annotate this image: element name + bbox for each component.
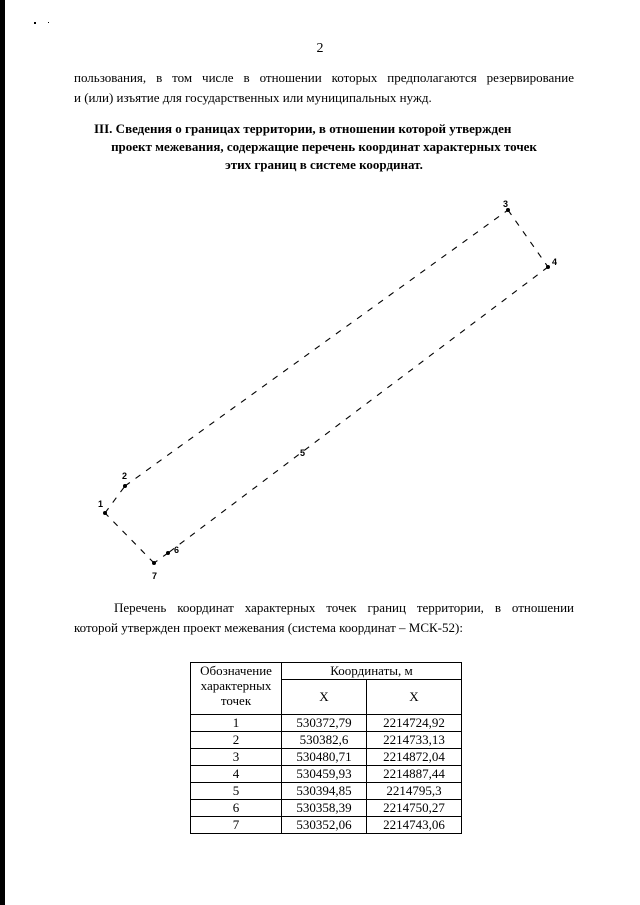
top-paragraph-line2: и (или) изъятие для государственных или муниципальных нужд. — [74, 90, 432, 105]
cell-y: 2214724,92 — [367, 715, 462, 732]
coordinates-table — [190, 662, 462, 834]
boundary-segment-4-6 — [168, 267, 548, 553]
point-label-6: 6 — [174, 545, 180, 555]
cell-point: 7 — [191, 817, 282, 834]
top-paragraph-line1: пользования, в том числе в отношении которых предполагаются резервирование — [74, 70, 574, 85]
point-label-5: 5 — [300, 448, 306, 458]
cell-x: 530352,06 — [282, 817, 367, 834]
cell-y: 2214743,06 — [367, 817, 462, 834]
boundary-segment-3-4 — [508, 210, 548, 267]
scan-speck — [48, 22, 49, 23]
section-heading — [74, 120, 574, 174]
table-header-row — [191, 663, 462, 680]
header-coordinates: Координаты, м — [282, 663, 462, 680]
cell-x: 530480,71 — [282, 749, 367, 766]
cell-y: 2214795,3 — [367, 783, 462, 800]
cell-x: 530358,39 — [282, 800, 367, 817]
point-label-7: 7 — [152, 571, 158, 581]
cell-y: 2214872,04 — [367, 749, 462, 766]
cell-x: 530459,93 — [282, 766, 367, 783]
table-row — [191, 732, 462, 749]
cell-point: 4 — [191, 766, 282, 783]
point-marker-7 — [152, 561, 156, 565]
point-label-2: 2 — [122, 471, 128, 481]
point-label-3: 3 — [503, 199, 509, 209]
top-paragraph — [74, 68, 574, 108]
cell-point: 3 — [191, 749, 282, 766]
cell-point: 6 — [191, 800, 282, 817]
section-heading-line2: проект межевания, содержащие перечень координат характерных точек — [111, 139, 537, 154]
page-number: 2 — [316, 41, 324, 56]
table-row — [191, 783, 462, 800]
boundary-segment-7-1 — [105, 513, 154, 563]
point-marker-2 — [123, 484, 127, 488]
cell-x: 530394,85 — [282, 783, 367, 800]
boundary-diagram — [90, 195, 580, 590]
header-designation — [191, 663, 282, 715]
header-x: X — [282, 680, 367, 715]
boundary-segment-1-2 — [105, 486, 125, 513]
table-row — [191, 817, 462, 834]
point-marker-6 — [166, 551, 170, 555]
point-label-4: 4 — [552, 257, 558, 267]
boundary-segment-6-7 — [154, 553, 168, 563]
point-marker-4 — [546, 265, 550, 269]
cell-x: 530382,6 — [282, 732, 367, 749]
table-row — [191, 749, 462, 766]
header-y: X — [367, 680, 462, 715]
table-row — [191, 715, 462, 732]
cell-y: 2214733,13 — [367, 732, 462, 749]
section-heading-line3: этих границ в системе координат. — [225, 157, 423, 172]
scan-speck — [34, 22, 36, 24]
scan-edge-bar — [0, 0, 5, 905]
cell-y: 2214750,27 — [367, 800, 462, 817]
point-label-1: 1 — [98, 499, 104, 509]
table-row — [191, 800, 462, 817]
list-paragraph-line2: которой утвержден проект межевания (система координат – МСК-52): — [74, 620, 463, 635]
header-designation-line1: Обозначение — [200, 663, 272, 678]
cell-point: 5 — [191, 783, 282, 800]
table-row — [191, 766, 462, 783]
header-designation-line2: характерных точек — [200, 678, 272, 708]
cell-y: 2214887,44 — [367, 766, 462, 783]
list-paragraph — [74, 598, 574, 638]
boundary-segment-2-3 — [125, 210, 508, 486]
list-paragraph-line1: Перечень координат характерных точек границ территории, в отношении — [114, 600, 574, 615]
cell-point: 1 — [191, 715, 282, 732]
cell-x: 530372,79 — [282, 715, 367, 732]
cell-point: 2 — [191, 732, 282, 749]
point-marker-1 — [103, 511, 107, 515]
section-heading-line1: III. Сведения о границах территории, в отношении которой утвержден — [94, 121, 512, 136]
